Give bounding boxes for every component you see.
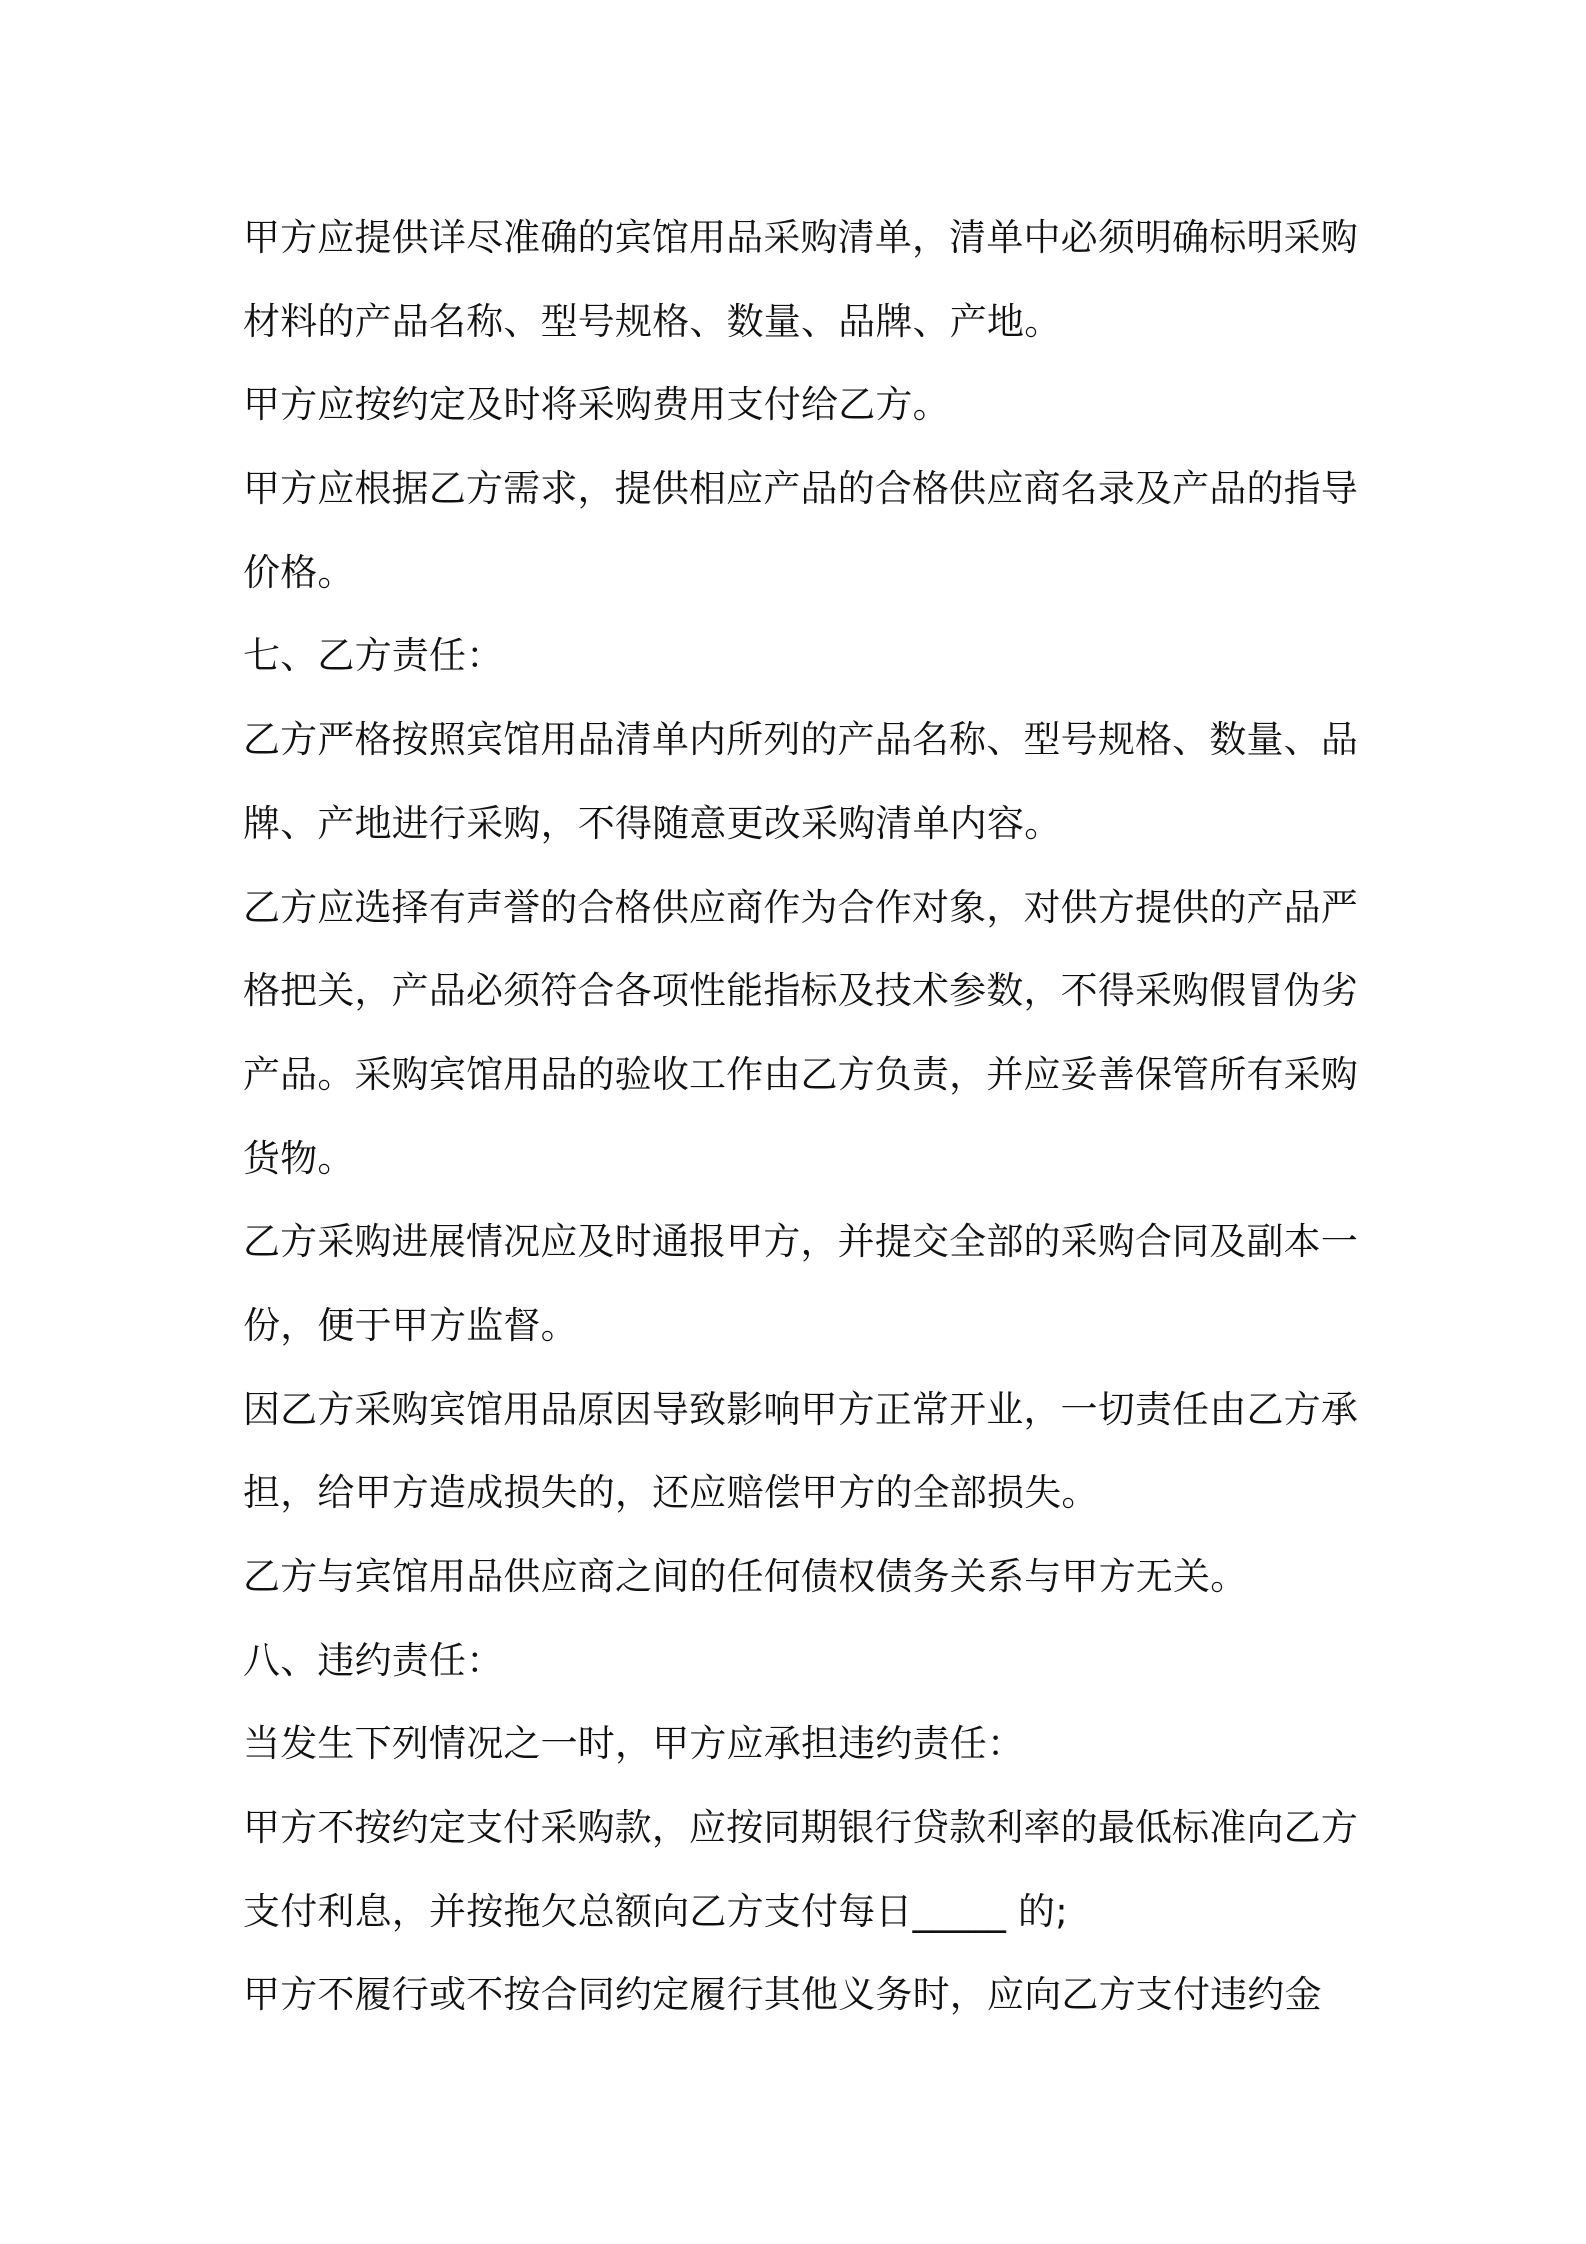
document-body: [243, 196, 1358, 2037]
text-line: 牌、产地进行采购，不得随意更改采购清单内容。: [243, 801, 1062, 845]
text-line: 担，给甲方造成损失的，还应赔偿甲方的全部损失。: [243, 1471, 1099, 1515]
text-line: 材料的产品名称、型号规格、数量、品牌、产地。: [243, 299, 1062, 343]
text-line: 价格。: [243, 550, 355, 594]
text-line: 产品。采购宾馆用品的验收工作由乙方负责，并应妥善保管所有采购: [243, 1052, 1358, 1096]
text-line: 甲方应提供详尽准确的宾馆用品采购清单，清单中必须明确标明采购: [243, 216, 1358, 259]
text-line: 支付利息，并按拖欠总额向乙方支付每日_____ 的;: [243, 1889, 1068, 1933]
text-line: 因乙方采购宾馆用品原因导致影响甲方正常开业，一切责任由乙方承: [243, 1387, 1358, 1431]
text-line: 乙方采购进展情况应及时通报甲方，并提交全部的采购合同及副本一: [243, 1220, 1358, 1264]
text-line: 当发生下列情况之一时，甲方应承担违约责任：: [243, 1722, 1025, 1766]
section-heading: 七、乙方责任：: [243, 634, 504, 678]
text-line: 乙方应选择有声誉的合格供应商作为合作对象，对供方提供的产品严: [243, 885, 1358, 929]
text-line: 甲方不按约定支付采购款，应按同期银行贷款利率的最低标准向乙方: [243, 1806, 1358, 1850]
text-line: 乙方与宾馆用品供应商之间的任何债权债务关系与甲方无关。: [243, 1555, 1248, 1598]
section-heading: 八、违约责任：: [243, 1638, 504, 1682]
text-line: 份，便于甲方监督。: [243, 1303, 578, 1347]
text-line: 乙方严格按照宾馆用品清单内所列的产品名称、型号规格、数量、品: [243, 718, 1358, 762]
text-line: 货物。: [243, 1136, 355, 1180]
text-line: 格把关，产品必须符合各项性能指标及技术参数，不得采购假冒伪劣: [243, 969, 1358, 1013]
text-line: 甲方应根据乙方需求，提供相应产品的合格供应商名录及产品的指导: [243, 467, 1358, 511]
text-line: 甲方不履行或不按合同约定履行其他义务时，应向乙方支付违约金: [243, 1973, 1322, 2017]
text-line: 甲方应按约定及时将采购费用支付给乙方。: [243, 383, 950, 427]
